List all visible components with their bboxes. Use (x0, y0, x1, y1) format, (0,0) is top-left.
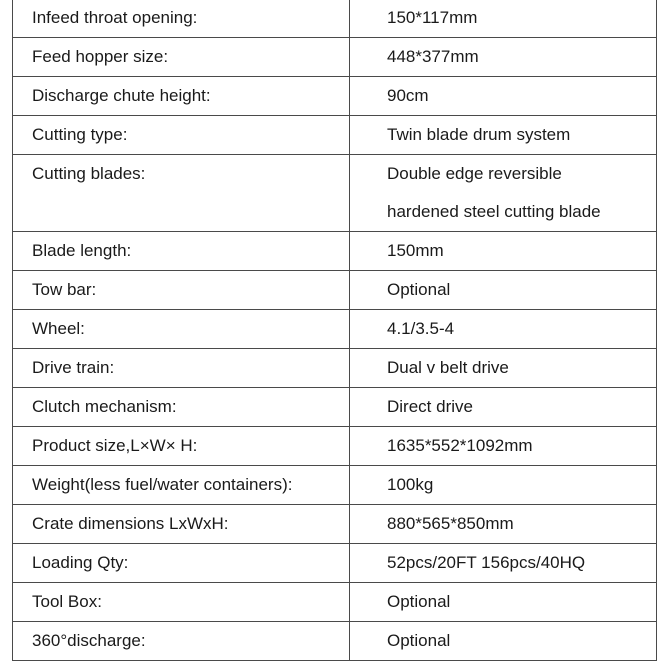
spec-label-cell (13, 583, 350, 622)
table-row (13, 310, 657, 349)
spec-value-cell (350, 388, 657, 427)
spec-value: Optional (387, 631, 451, 650)
spec-label-cell (13, 271, 350, 310)
table-row (13, 38, 657, 77)
spec-value: Optional (387, 592, 451, 611)
spec-value-cell (350, 583, 657, 622)
spec-value-cell (350, 155, 657, 232)
table-row (13, 349, 657, 388)
spec-label-cell (13, 505, 350, 544)
spec-value-cell (350, 622, 657, 661)
spec-label: Product size,L×W× H: (32, 436, 198, 455)
spec-value: 448*377mm (387, 47, 479, 66)
spec-label-cell (13, 544, 350, 583)
spec-label-cell (13, 388, 350, 427)
spec-label-cell (13, 310, 350, 349)
spec-value: Direct drive (387, 397, 473, 416)
spec-label-cell (13, 232, 350, 271)
spec-label-cell (13, 116, 350, 155)
table-row (13, 116, 657, 155)
spec-label: Weight(less fuel/water containers): (32, 475, 293, 494)
spec-label: Feed hopper size: (32, 47, 169, 66)
table-row (13, 427, 657, 466)
table-row (13, 232, 657, 271)
spec-value-cell (350, 38, 657, 77)
table-row (13, 155, 657, 232)
spec-value: Dual v belt drive (387, 358, 509, 377)
table-row (13, 466, 657, 505)
spec-label-cell (13, 0, 350, 38)
spec-label: Loading Qty: (32, 553, 129, 572)
spec-value: Double edge reversible (387, 164, 562, 183)
spec-label: Cutting type: (32, 125, 128, 144)
spec-label: Crate dimensions LxWxH: (32, 514, 229, 533)
spec-value-cell (350, 116, 657, 155)
table-row (13, 622, 657, 661)
spec-value-cell (350, 466, 657, 505)
spec-label-cell (13, 155, 350, 232)
spec-label-cell (13, 427, 350, 466)
spec-value: 1635*552*1092mm (387, 436, 533, 455)
spec-value-cell (350, 271, 657, 310)
spec-label-cell (13, 77, 350, 116)
spec-label: Clutch mechanism: (32, 397, 177, 416)
table-row (13, 0, 657, 38)
spec-label: Discharge chute height: (32, 86, 211, 105)
table-row (13, 583, 657, 622)
spec-label: Cutting blades: (32, 164, 146, 183)
table-row (13, 544, 657, 583)
spec-value: hardened steel cutting blade (387, 202, 601, 221)
spec-value: Optional (387, 280, 451, 299)
spec-label-cell (13, 622, 350, 661)
spec-label: Blade length: (32, 241, 132, 260)
spec-value: 90cm (387, 86, 429, 105)
table-row (13, 388, 657, 427)
spec-value: 4.1/3.5-4 (387, 319, 455, 338)
spec-label-cell (13, 349, 350, 388)
spec-value-cell (350, 505, 657, 544)
spec-label: Tow bar: (32, 280, 97, 299)
spec-label: 360°discharge: (32, 631, 146, 650)
spec-value-cell (350, 310, 657, 349)
spec-value: 880*565*850mm (387, 514, 514, 533)
spec-value-cell (350, 232, 657, 271)
table-row (13, 505, 657, 544)
spec-value-cell (350, 349, 657, 388)
spec-label: Tool Box: (32, 592, 102, 611)
spec-value-cell (350, 77, 657, 116)
spec-label: Infeed throat opening: (32, 8, 198, 27)
spec-label: Drive train: (32, 358, 115, 377)
spec-value-cell (350, 427, 657, 466)
spec-value-cell (350, 0, 657, 38)
spec-label-cell (13, 466, 350, 505)
table-row (13, 77, 657, 116)
spec-label: Wheel: (32, 319, 85, 338)
spec-value: 150mm (387, 241, 444, 260)
spec-value: Twin blade drum system (387, 125, 571, 144)
table-row (13, 271, 657, 310)
spec-table-body (13, 0, 657, 661)
spec-value: 100kg (387, 475, 434, 494)
spec-table (12, 0, 657, 661)
spec-value: 150*117mm (387, 8, 478, 27)
spec-value-cell (350, 544, 657, 583)
spec-value: 52pcs/20FT 156pcs/40HQ (387, 553, 586, 572)
spec-label-cell (13, 38, 350, 77)
